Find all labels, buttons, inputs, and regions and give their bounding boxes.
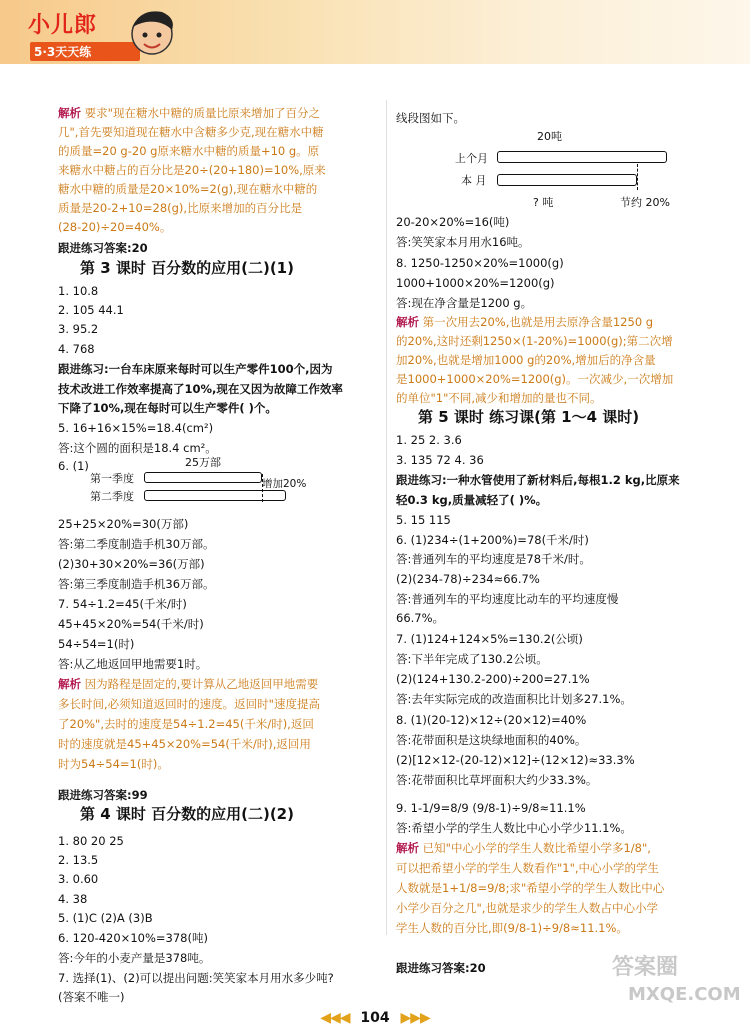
right-line: 学生人数的百分比,即(9/8-1)÷9/8≈11.1%。 [396, 921, 628, 935]
left-line: 的质量=20 g-20 g原来糖水中糖的质量+10 g。原 [58, 144, 320, 158]
diagram-20t-label: 20吨 [537, 130, 562, 143]
diagram-total-label: 25万部 [185, 456, 221, 469]
left-line: 3. 95.2 [58, 322, 99, 336]
diagram-this-month-label: 本 月 [461, 174, 487, 187]
right-line: 答:下半年完成了130.2公顷。 [396, 652, 548, 666]
watermark-logo: 答案圈 [612, 955, 679, 980]
diagram-save-label: 节约 20% [620, 196, 670, 209]
left-line: 答:从乙地返回甲地需要1时。 [58, 657, 208, 671]
right-line: (2)[12×12-(20-12)×12]÷(12×12)≈33.3% [396, 753, 635, 767]
right-line [396, 840, 651, 856]
right-line: 轻0.3 kg,质量减轻了( )%。 [396, 493, 548, 507]
right-line: 9. 1-1/9=8/9 (9/8-1)÷9/8≈11.1% [396, 801, 586, 815]
left-line: 跟进练习:一台车床原来每时可以生产零件100个,因为 [58, 362, 333, 376]
right-line: 线段图如下。 [396, 111, 465, 125]
lesson4-title: 第 4 课时 百分数的应用(二)(2) [80, 805, 294, 823]
right-line: 6. (1)234÷(1+200%)=78(千米/时) [396, 533, 589, 547]
right-line: 7. (1)124+124×5%=130.2(公顷) [396, 632, 583, 646]
segment-diagram-q6 [90, 454, 320, 514]
prev-arrows-icon: ◀◀◀ [320, 1010, 350, 1026]
analysis-keyword: 解析 [58, 106, 81, 120]
left-line: 质量是20-2+10=28(g),比原来增加的百分比是 [58, 201, 303, 215]
right-line: 的单位"1"不同,减少和增加的量也不同。 [396, 391, 602, 405]
analysis-keyword: 解析 [396, 841, 419, 855]
right-line: 是1000+1000×20%=1200(g)。一次减少,一次增加 [396, 372, 674, 386]
left-line: 答:这个圆的面积是18.4 cm²。 [58, 441, 217, 455]
right-line [396, 314, 653, 330]
segment-diagram-q7 [455, 128, 675, 213]
left-line: 多长时间,必须知道返回时的速度。返回时"速度提高 [58, 697, 320, 711]
left-line: 2. 13.5 [58, 853, 99, 867]
this-month-end-mark [637, 164, 638, 190]
page-number: 104 [360, 1010, 390, 1026]
left-line: 54÷54=1(时) [58, 637, 135, 651]
left-line: 2. 105 44.1 [58, 303, 124, 317]
analysis-keyword: 解析 [396, 315, 419, 329]
analysis-text: 已知"中心小学的学生人数比希望小学多1/8", [419, 841, 651, 855]
left-line: 答:第二季度制造手机30万部。 [58, 537, 215, 551]
diagram-last-month-label: 上个月 [455, 152, 488, 165]
analysis-text: 因为路程是固定的,要计算从乙地返回甲地需要 [81, 677, 319, 691]
right-line: 1. 25 2. 3.6 [396, 433, 462, 447]
left-line: 7. 54÷1.2=45(千米/时) [58, 597, 187, 611]
left-line: 了20%",去时的速度是54÷1.2=45(千米/时),返回 [58, 717, 314, 731]
left-line: 6. 120-420×10%=378(吨) [58, 931, 208, 945]
right-line: 66.7%。 [396, 611, 445, 625]
analysis-keyword: 解析 [58, 677, 81, 691]
right-line: 小学少百分之几",也就是求少的学生人数占中心小学 [396, 901, 658, 915]
diagram-q2-label: 第二季度 [90, 490, 134, 503]
left-line: 25+25×20%=30(万部) [58, 517, 189, 531]
last-month-bar [497, 151, 667, 163]
page-footer [0, 1010, 750, 1026]
right-line: 跟进练习:一种水管使用了新材料后,每根1.2 kg,比原来 [396, 473, 680, 487]
left-line: 时为54÷54=1(时)。 [58, 757, 169, 771]
right-line: 20-20×20%=16(吨) [396, 215, 510, 229]
left-line: 下降了10%,现在每时可以生产零件( )个。 [58, 401, 277, 415]
left-line: (28-20)÷20=40%。 [58, 220, 172, 234]
right-line: (2)(124+130.2-200)÷200=27.1% [396, 672, 590, 686]
left-line: 几",首先要知道现在糖水中含糖多少克,现在糖水中糖 [58, 125, 324, 139]
left-line: 4. 38 [58, 892, 88, 906]
right-line: 3. 135 72 4. 36 [396, 453, 484, 467]
left-line: 5. (1)C (2)A (3)B [58, 911, 153, 925]
left-line: 5. 16+16×15%=18.4(cm²) [58, 421, 214, 435]
column-divider [386, 100, 387, 935]
next-arrows-icon: ▶▶▶ [400, 1010, 430, 1026]
right-line: 人数就是1+1/8=9/8;求"希望小学的学生人数比中心 [396, 881, 665, 895]
left-line: 技术改进工作效率提高了10%,现在又因为故障工作效率 [58, 382, 343, 396]
this-month-bar [497, 174, 637, 186]
left-line: 1. 80 20 25 [58, 834, 124, 848]
left-line: 3. 0.60 [58, 872, 99, 886]
logo [28, 8, 98, 59]
q1-bar [144, 472, 262, 483]
right-line: 答:笑笑家本月用水16吨。 [396, 235, 530, 249]
left-line: 答:第三季度制造手机36万部。 [58, 577, 215, 591]
left-line: 跟进练习答案:99 [58, 788, 148, 802]
mascot-icon [126, 6, 178, 58]
q2-bar [144, 490, 286, 501]
right-line: 5. 15 115 [396, 513, 451, 527]
left-line: 7. 选择(1)、(2)可以提出问题:笑笑家本月用水多少吨? [58, 971, 334, 985]
watermark-url: MXQE.COM [628, 984, 741, 1005]
right-line: 答:希望小学的学生人数比中心小学少11.1%。 [396, 821, 632, 835]
left-line: 45+45×20%=54(千米/时) [58, 617, 204, 631]
left-line: 时的速度就是45+45×20%=54(千米/时),返回用 [58, 737, 311, 751]
left-line: 4. 768 [58, 342, 95, 356]
right-line: (2)(234-78)÷234≈66.7% [396, 572, 540, 586]
lesson5-title: 第 5 课时 练习课(第 1～4 课时) [418, 408, 640, 426]
right-line: 1000+1000×20%=1200(g) [396, 276, 555, 290]
right-line: 答:去年实际完成的改造面积比计划多27.1%。 [396, 692, 632, 706]
right-line: 答:花带面积比草坪面积大约少33.3%。 [396, 773, 598, 787]
left-line: 1. 10.8 [58, 284, 99, 298]
lesson3-title: 第 3 课时 百分数的应用(二)(1) [80, 259, 294, 277]
right-line: 可以把希望小学的学生人数看作"1",中心小学的学生 [396, 861, 660, 875]
diagram-q1-label: 第一季度 [90, 472, 134, 485]
right-line: 答:花带面积是这块绿地面积的40%。 [396, 733, 587, 747]
left-line: 跟进练习答案:20 [58, 241, 148, 255]
diagram-increase-label: 增加20% [262, 478, 307, 490]
right-line: 8. 1250-1250×20%=1000(g) [396, 256, 564, 270]
right-line: 答:现在净含量是1200 g。 [396, 296, 533, 310]
left-line: 答:今年的小麦产量是378吨。 [58, 951, 211, 965]
left-line: 6. (1) [58, 459, 89, 473]
analysis-text: 第一次用去20%,也就是用去原净含量1250 g [419, 315, 654, 329]
left-line: (答案不唯一) [58, 990, 125, 1004]
left-line: 来糖水中糖占的百分比是20÷(20+180)=10%,原来 [58, 163, 326, 177]
left-line [58, 676, 318, 692]
analysis-text: 要求"现在糖水中糖的质量比原来增加了百分之 [81, 106, 320, 120]
left-line: 糖水中糖的质量是20×10%=2(g),现在糖水中糖的 [58, 182, 318, 196]
left-line: (2)30+30×20%=36(万部) [58, 557, 205, 571]
left-line [58, 105, 320, 121]
right-line: 的20%,这时还剩1250×(1-20%)=1000(g);第二次增 [396, 334, 673, 348]
right-line: 加20%,也就是增加1000 g的20%,增加后的净含量 [396, 353, 656, 367]
right-line: 答:普通列车的平均速度比动车的平均速度慢 [396, 592, 619, 606]
brand-title: 小儿郎 [28, 13, 98, 38]
right-line: 8. (1)(20-12)×12÷(20×12)=40% [396, 713, 587, 727]
diagram-unknown-label: ? 吨 [533, 196, 554, 209]
right-line: 跟进练习答案:20 [396, 961, 486, 975]
right-line: 答:普通列车的平均速度是78千米/时。 [396, 552, 591, 566]
series-label: 5·3天天练 [30, 42, 140, 61]
